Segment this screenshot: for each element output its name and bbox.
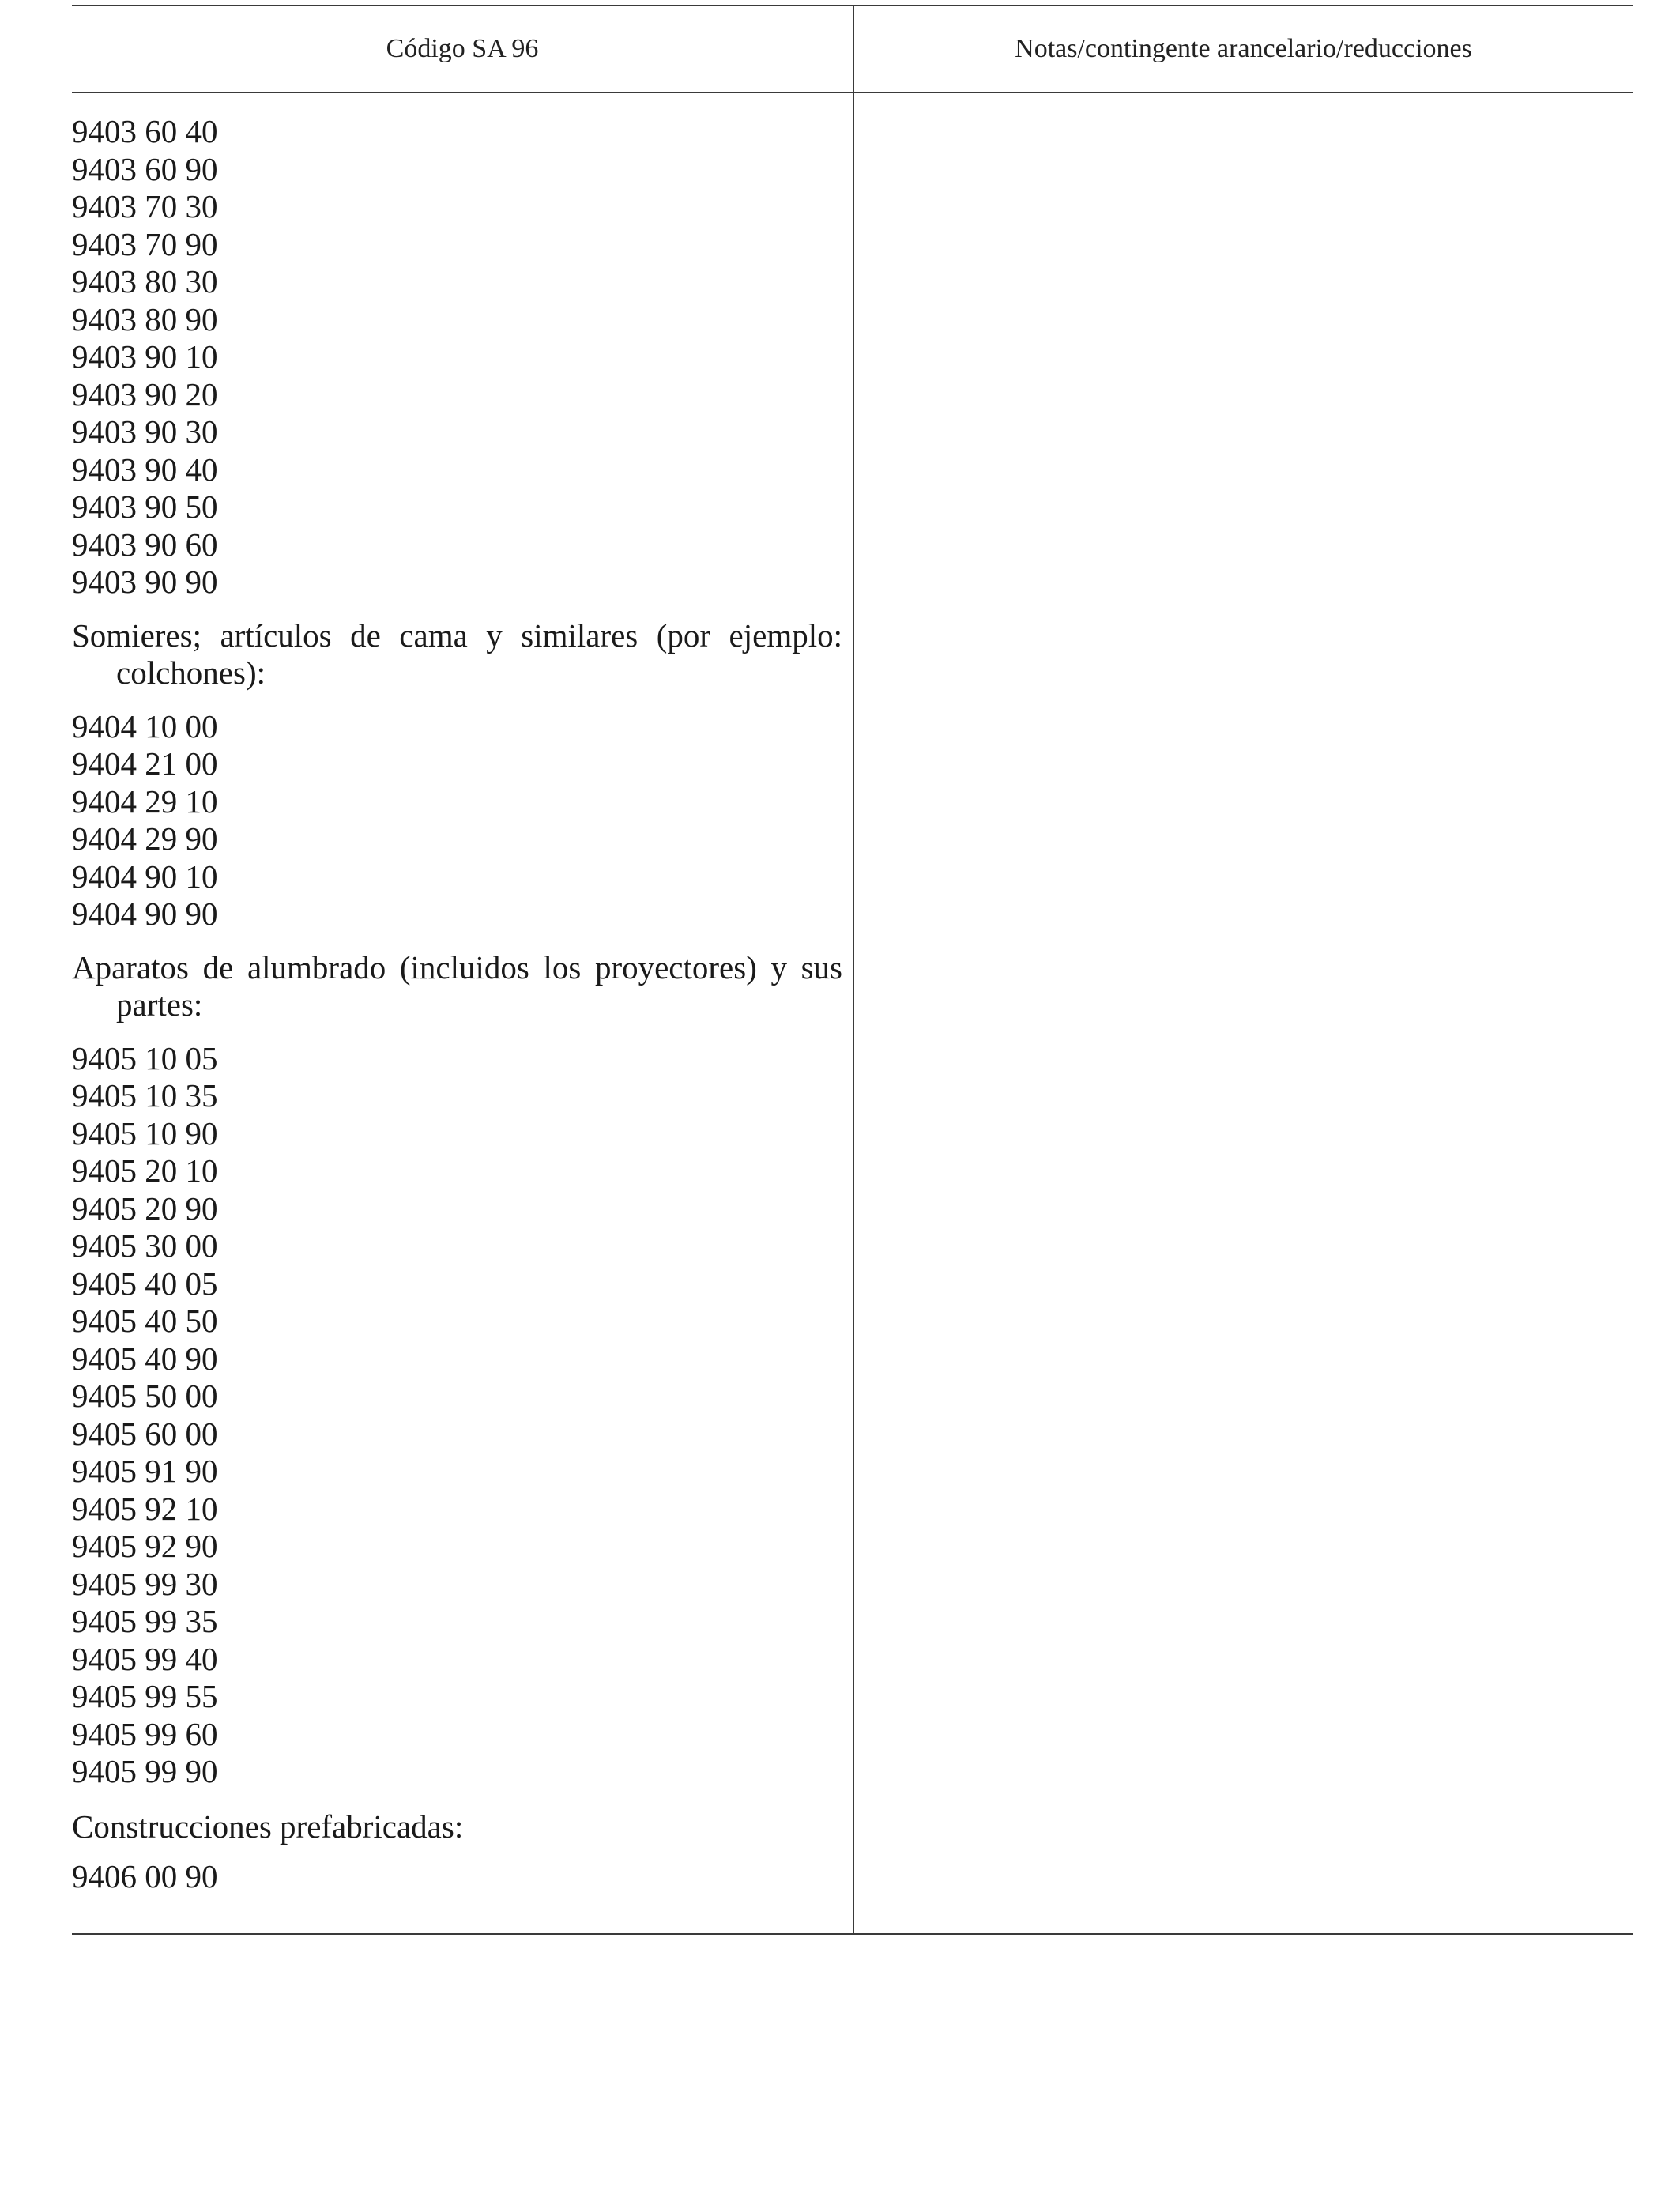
group-heading-construcciones: Construcciones prefabricadas: — [72, 1808, 464, 1845]
hs-code: 9404 90 10 — [72, 858, 218, 895]
hs-code: 9403 60 40 — [72, 113, 218, 149]
hs-code: 9403 90 30 — [72, 413, 218, 450]
column-header-notes: Notas/contingente arancelario/reducciones — [1015, 34, 1472, 63]
hs-code: 9403 90 60 — [72, 526, 218, 563]
hs-code: 9405 40 50 — [72, 1302, 218, 1339]
code-column — [72, 113, 842, 1896]
hs-code: 9403 80 30 — [72, 263, 218, 300]
hs-code: 9405 10 90 — [72, 1114, 218, 1152]
hs-code: 9405 40 90 — [72, 1340, 218, 1377]
hs-code: 9404 29 10 — [72, 782, 218, 820]
hs-code: 9404 90 90 — [72, 895, 218, 932]
column-divider — [853, 6, 854, 1933]
hs-code: 9405 99 60 — [72, 1715, 218, 1752]
hs-code: 9405 20 90 — [72, 1189, 218, 1227]
hs-code: 9403 70 30 — [72, 188, 218, 224]
group-heading-alumbrado: Aparatos de alumbrado (incluidos los proyectores) y sus partes: — [72, 948, 842, 1023]
hs-code: 9405 40 05 — [72, 1265, 218, 1302]
hs-code: 9405 10 05 — [72, 1039, 218, 1076]
hs-code: 9405 50 00 — [72, 1378, 218, 1414]
hs-code: 9405 30 00 — [72, 1227, 218, 1264]
hs-code: 9405 99 35 — [72, 1603, 218, 1639]
hs-code: 9405 99 55 — [72, 1678, 218, 1714]
column-header-code: Código SA 96 — [386, 34, 539, 63]
hs-code: 9405 20 10 — [72, 1152, 218, 1189]
hs-code: 9403 90 10 — [72, 338, 218, 375]
hs-code: 9404 21 00 — [72, 745, 218, 782]
hs-code: 9403 60 90 — [72, 150, 218, 187]
hs-code: 9405 10 35 — [72, 1077, 218, 1114]
hs-code: 9405 99 30 — [72, 1565, 218, 1602]
hs-code: 9405 92 90 — [72, 1528, 218, 1564]
hs-code: 9405 60 00 — [72, 1415, 218, 1452]
tariff-table — [72, 5, 1633, 1935]
hs-code: 9404 10 00 — [72, 707, 218, 745]
hs-code: 9405 91 90 — [72, 1453, 218, 1489]
hs-code: 9403 90 90 — [72, 564, 218, 600]
hs-code: 9403 90 20 — [72, 375, 218, 413]
hs-code: 9405 99 40 — [72, 1640, 218, 1677]
hs-code: 9405 92 10 — [72, 1490, 218, 1527]
hs-code: 9404 29 90 — [72, 820, 218, 857]
group-heading-somieres: Somieres; artículos de cama y similares (por ejemplo: colchones): — [72, 616, 842, 691]
hs-code: 9403 90 50 — [72, 488, 218, 525]
hs-code: 9405 99 90 — [72, 1753, 218, 1789]
hs-code: 9403 90 40 — [72, 450, 218, 488]
hs-code: 9403 70 90 — [72, 225, 218, 262]
hs-code: 9406 00 90 — [72, 1858, 218, 1894]
hs-code: 9403 80 90 — [72, 300, 218, 337]
